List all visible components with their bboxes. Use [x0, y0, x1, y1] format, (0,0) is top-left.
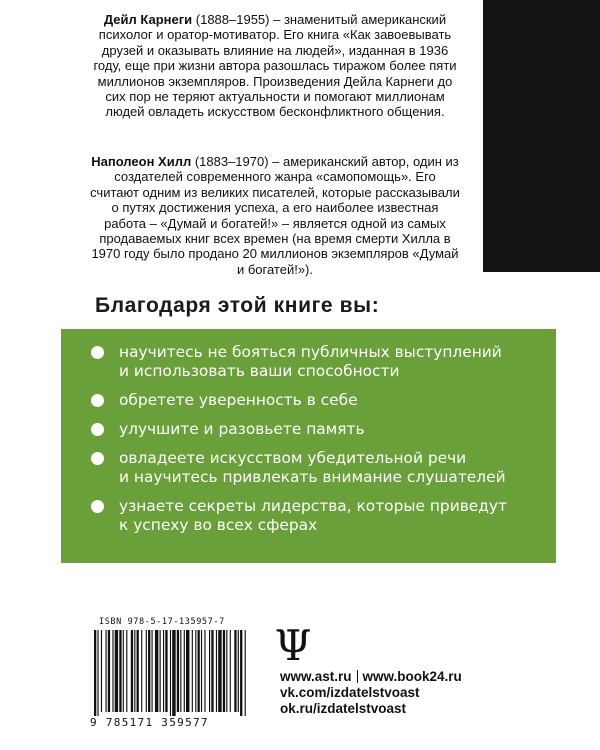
barcode-bar — [160, 630, 161, 712]
barcode-bar — [226, 630, 227, 712]
benefit-text: узнаете секреты лидерства, которые приведут к успеху во всех сферах — [119, 497, 507, 534]
barcode-bar — [218, 630, 221, 712]
barcode-bar — [108, 630, 110, 712]
barcode-bar — [112, 630, 113, 712]
barcode-bar — [170, 630, 171, 716]
author-bio-text-hill: (1883–1970) – американский автор, один из создателей современного жанра «самопомощь». Его считают одним из великих писателей, которые рассказывали о путях достижения успеха, а его наиболее известная работа – «Думай и богатей!» – является одной из самых продаваемых книг всех времен (на время смерти Хилла в 1970 году было продано 20 миллионов экземпляров «Думай и богатей!»). — [90, 154, 460, 277]
benefit-item — [61, 343, 556, 381]
benefit-item — [61, 449, 556, 487]
barcode-bar — [238, 630, 239, 712]
barcode-bar — [230, 630, 231, 712]
barcode-icon — [90, 630, 250, 718]
author-bio-hill — [90, 154, 460, 277]
barcode-bar — [195, 630, 196, 712]
barcode-bar — [131, 630, 133, 712]
barcode-bar — [223, 630, 225, 712]
barcode-bar — [119, 630, 121, 712]
barcode-bar — [134, 630, 135, 712]
barcode-bar — [141, 630, 142, 712]
benefit-item — [61, 420, 556, 439]
publisher-contacts — [280, 669, 510, 717]
logo-glyph: Ψ — [274, 622, 312, 666]
barcode-bar — [148, 630, 150, 712]
barcode-bar — [204, 630, 205, 712]
barcode-bar — [123, 630, 124, 712]
barcode-bar — [198, 630, 200, 712]
barcode-bar — [209, 630, 210, 712]
website-link-ast[interactable]: www.ast.ru — [280, 669, 352, 684]
barcode-bar — [184, 630, 185, 712]
benefit-text: овладеете искусством убедительной речи и научитесь привлекать внимание слушателей — [119, 449, 506, 486]
barcode-bar — [192, 630, 193, 712]
benefits-heading: Благодаря этой книге вы: — [95, 294, 380, 317]
barcode-bar — [211, 630, 213, 712]
author-bio-text-carnegie: (1888–1955) – знаменитый американский психолог и оратор-мотиватор. Его книга «Как завоевывать друзей и оказывать влияние на людей», изданная в 1936 году, еще при жизни автора разошлась тиражом более пяти миллионов экземпляров. Произведения Дейла Карнеги до сих пор не теряют актуальности и помогают миллионам людей овладеть искусством бесконфликтного общения. — [93, 12, 457, 120]
barcode-bar — [186, 630, 189, 712]
barcode-bar — [146, 630, 147, 712]
barcode-number: 9 785171 359577 — [90, 716, 209, 729]
barcode-bar — [115, 630, 118, 712]
barcode-bar — [201, 630, 202, 712]
barcode-bar — [172, 630, 175, 716]
bullet-icon — [91, 346, 104, 359]
barcode-bar — [94, 630, 96, 716]
barcode-bar — [106, 630, 107, 712]
author-name-hill: Наполеон Хилл — [91, 154, 192, 169]
benefits-list — [61, 343, 556, 545]
barcode-bar — [152, 630, 153, 712]
barcode-bar — [101, 630, 102, 712]
barcode-bar — [216, 630, 217, 712]
isbn-label: ISBN 978-5-17-135957-7 — [99, 617, 225, 627]
bullet-icon — [91, 423, 104, 436]
barcode-bar — [240, 630, 242, 716]
barcode-bar — [137, 630, 139, 712]
barcode-bar — [245, 630, 246, 716]
barcode-bar — [97, 630, 98, 716]
barcode-bar — [177, 630, 179, 712]
publisher-logo-icon — [268, 622, 318, 666]
benefit-text: научитесь не бояться публичных выступлений и использовать ваши способности — [119, 343, 502, 380]
vk-link[interactable]: vk.com/izdatelstvoast — [280, 685, 420, 700]
benefit-item — [61, 391, 556, 410]
barcode-bar — [126, 630, 127, 712]
barcode-block — [90, 617, 250, 729]
barcode-bar — [155, 630, 158, 712]
barcode-bar — [165, 630, 167, 712]
benefit-text: обретете уверенность в себе — [119, 391, 358, 409]
benefits-box — [61, 329, 556, 563]
bullet-icon — [91, 452, 104, 465]
barcode-bar — [234, 630, 236, 712]
bullet-icon — [91, 500, 104, 513]
ok-link[interactable]: ok.ru/izdatelstvoast — [280, 701, 407, 716]
divider — [357, 670, 358, 683]
benefit-text: улучшите и разовьете память — [119, 420, 365, 438]
author-bio-carnegie — [90, 12, 460, 120]
benefit-item — [61, 497, 556, 535]
author-name-carnegie: Дейл Карнеги — [103, 12, 193, 27]
barcode-bar — [180, 630, 181, 712]
barcode-bar — [163, 630, 164, 712]
website-link-book24[interactable]: www.book24.ru — [362, 669, 462, 684]
bullet-icon — [91, 394, 104, 407]
spine-black-bar — [483, 0, 600, 272]
contacts-websites-row — [280, 669, 510, 685]
